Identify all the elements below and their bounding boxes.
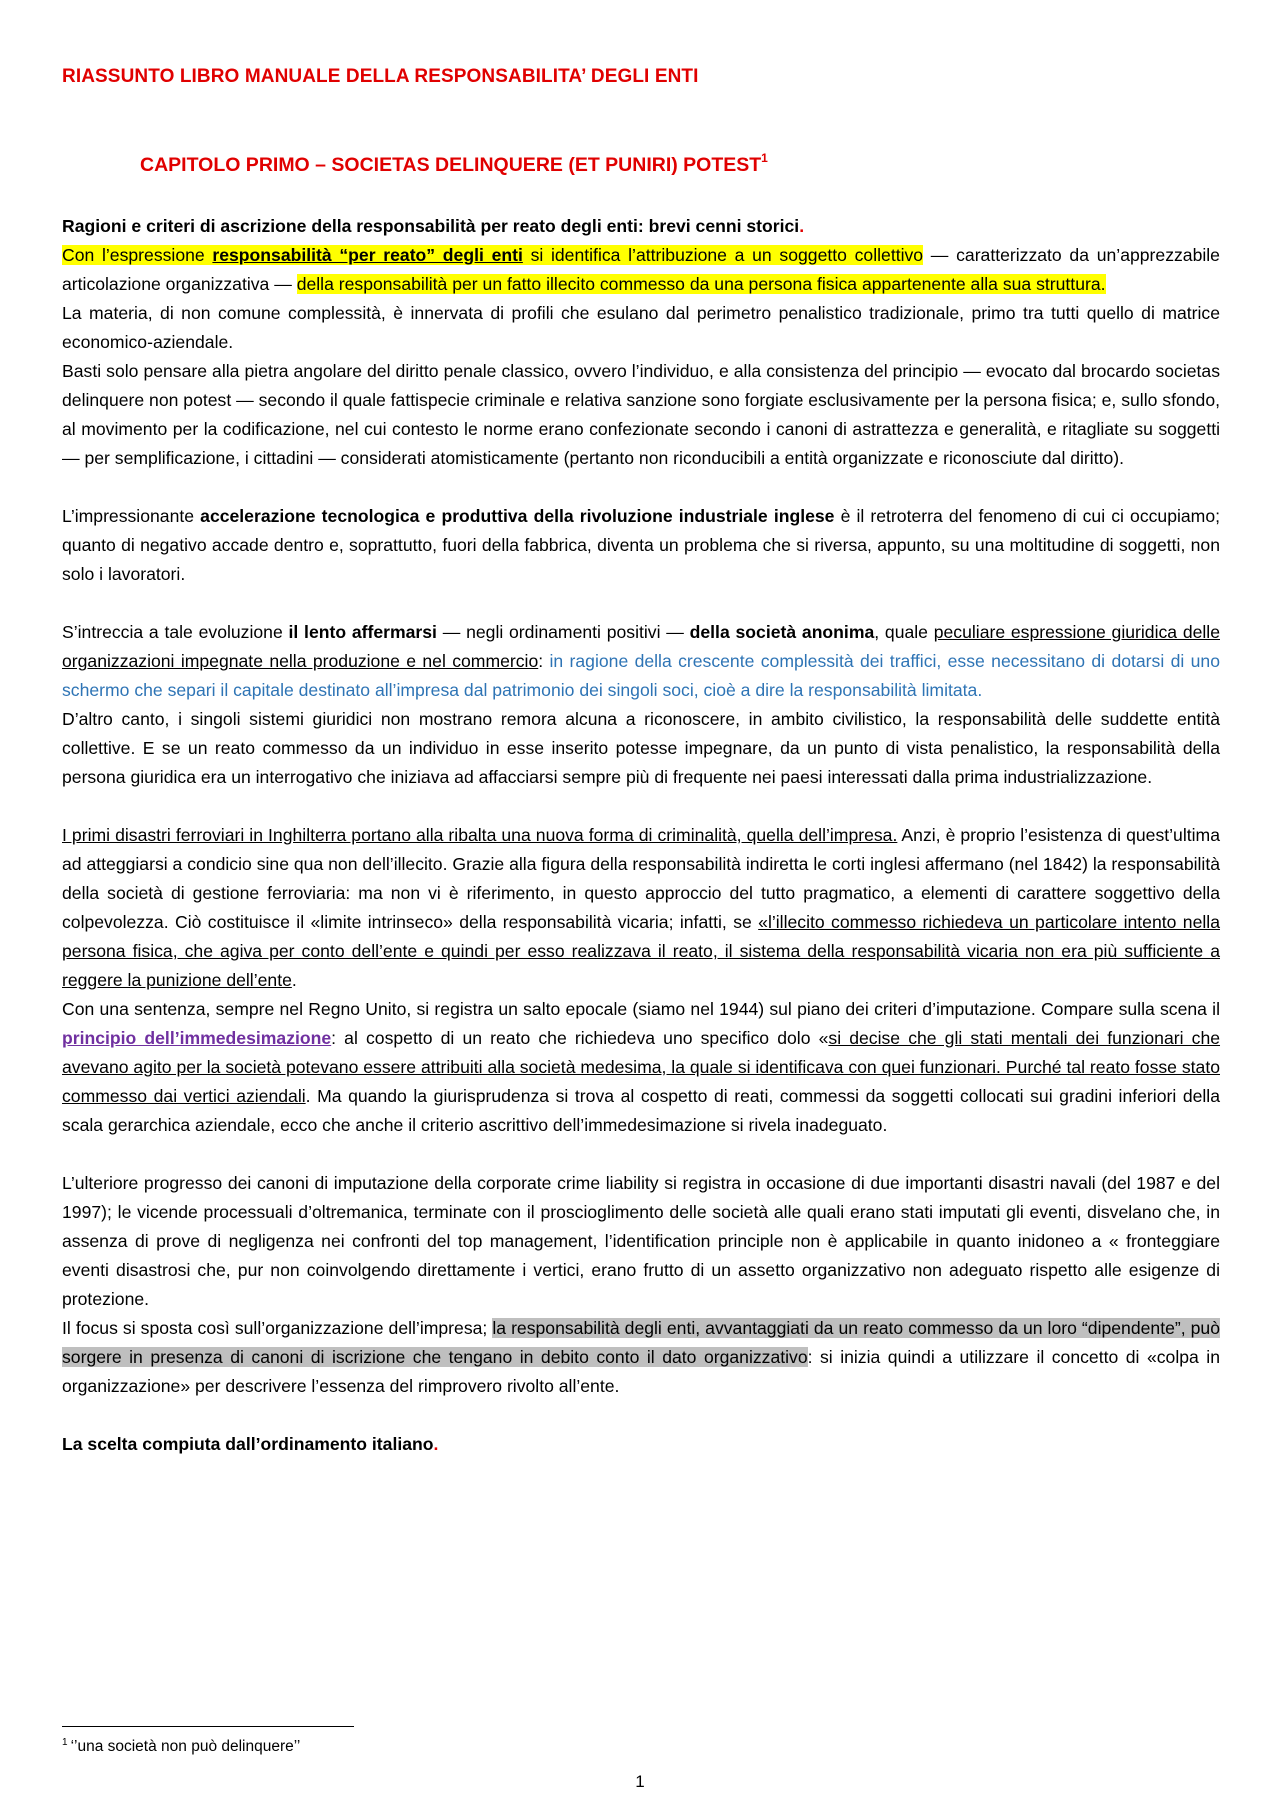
text-span: Il focus si sposta così sull’organizzazione dell’impresa; xyxy=(62,1318,493,1338)
underlined-text: I primi disastri ferroviari in Inghilterra portano alla ribalta una nuova forma di criminalità, quella dell’impresa. xyxy=(62,825,898,845)
underlined-text: peculiare espressione giuridica delle organizzazioni impegnate nella produzione e nel commercio xyxy=(62,622,1220,671)
underlined-quote: si decise che gli stati mentali dei funzionari che avevano agito per la società potevano essere attribuiti alla società medesima, la quale si identificava con quei funzionari. Purché tal reato fosse stato commesso dai vertici aziendali xyxy=(62,1028,1221,1106)
section-heading-end: . xyxy=(799,216,805,236)
paragraph-spacer xyxy=(62,1140,1220,1169)
paragraph-spacer xyxy=(62,1401,1220,1430)
text-span: L’impressionante xyxy=(62,506,201,526)
chapter-title-text: CAPITOLO PRIMO – SOCIETAS DELINQUERE (ET PUNIRI) POTEST xyxy=(140,154,762,176)
blue-text: in ragione della crescente complessità dei traffici, esse necessitano di dotarsi di uno schermo che separi il capitale destinato all’impresa dal patrimonio dei singoli soci, cioè a dire la responsabilità limitata. xyxy=(62,651,1220,700)
paragraph xyxy=(62,502,1220,589)
footnote-number: 1 xyxy=(62,1737,68,1748)
section-heading-text: Ragioni e criteri di ascrizione della responsabilità per reato degli enti: brevi cenni storici xyxy=(62,216,800,236)
paragraph: D’altro canto, i singoli sistemi giuridici non mostrano remora alcuna a riconoscere, in ambito civilistico, la responsabilità delle suddette entità collettive. E se un reato commesso da un individuo in esse inserito potesse impegnare, da un punto di vista penalistico, la responsabilità della persona giuridica era un interrogativo che iniziava ad affacciarsi sempre più di frequente nei paesi interessati dalla prima industrializzazione. xyxy=(62,709,1220,787)
text-span: — caratterizzato da un’apprezzabile articolazione organizzativa — xyxy=(62,245,1220,294)
chapter-title xyxy=(140,151,768,177)
paragraph-spacer xyxy=(62,792,1220,821)
text-span: S’intreccia a tale evoluzione xyxy=(62,622,289,642)
section-heading xyxy=(62,1430,1220,1459)
paragraph: La materia, di non comune complessità, è innervata di profili che esulano dal perimetro penalistico tradizionale, primo tra tutti quello di matrice economico-aziendale. xyxy=(62,303,1220,352)
text-span: : si inizia quindi a utilizzare il concetto di «colpa in organizzazione» per descrivere l’essenza del rimprovero rivolto all’ente. xyxy=(62,1347,1220,1396)
document-title: RIASSUNTO LIBRO MANUALE DELLA RESPONSABILITA’ DEGLI ENTI xyxy=(62,66,699,87)
text-span: : al cospetto di un reato che richiedeva uno specifico dolo « xyxy=(331,1028,829,1048)
key-term: responsabilità “per reato” degli enti xyxy=(212,245,523,265)
paragraph xyxy=(62,1314,1220,1401)
text-span: è il retroterra del fenomeno di cui ci occupiamo; quanto di negativo accade dentro e, soprattutto, fuori della fabbrica, diventa un problema che si riversa, appunto, su una moltitudine di soggetti, non solo i lavoratori. xyxy=(62,506,1221,584)
bold-text: della società anonima xyxy=(689,622,875,642)
text-span: : xyxy=(538,651,550,671)
footnote xyxy=(62,1737,300,1756)
section-heading xyxy=(62,212,1220,241)
section-heading-end: . xyxy=(433,1434,439,1454)
grey-highlighted-text: la responsabilità degli enti, avvantaggiati da un reato commesso da un loro “dipendente”, può sorgere in presenza di canoni di iscrizione che tengano in debito conto il dato organizzativo xyxy=(62,1318,1220,1367)
underlined-quote: «l’illecito commesso richiedeva un particolare intento nella persona fisica, che agiva per conto dell’ente e quindi per esso realizzava il reato, il sistema della responsabilità vicaria non era più sufficiente a reggere la punizione dell’ente xyxy=(62,912,1220,990)
bold-text: accelerazione tecnologica e produttiva della rivoluzione industriale inglese xyxy=(200,506,835,526)
section-heading-text: La scelta compiuta dall’ordinamento italiano xyxy=(62,1434,434,1454)
highlighted-text: Con l’espressione xyxy=(62,245,213,265)
paragraph-spacer xyxy=(62,589,1220,618)
footnote-text: ‘’una società non può delinquere’’ xyxy=(70,1738,301,1755)
paragraph: Basti solo pensare alla pietra angolare del diritto penale classico, ovvero l’individuo, e alla consistenza del principio — evocato dal brocardo societas delinquere non potest — secondo il quale fattispecie criminale e relativa sanzione sono forgiate esclusivamente per la persona fisica; e, sullo sfondo, al movimento per la codificazione, nel cui contesto le norme erano confezionate secondo i canoni di astrattezza e generalità, e ritagliate su soggetti — per semplificazione, i cittadini — considerati atomisticamente (pertanto non riconducibili a entità organizzate e riconosciute dal diritto). xyxy=(62,361,1220,468)
page-number: 1 xyxy=(635,1772,645,1791)
bold-text: il lento affermarsi xyxy=(288,622,437,642)
text-span: Con una sentenza, sempre nel Regno Unito, si registra un salto epocale (siamo nel 1944) sul piano dei criteri d’imputazione. Compare sulla scena il xyxy=(62,999,1220,1019)
text-span: . Ma quando la giurisprudenza si trova al cospetto di reati, commessi da soggetti collocati sui gradini inferiori della scala gerarchica aziendale, ecco che anche il criterio ascrittivo dell’immedesimazione si rivela inadeguato. xyxy=(62,1086,1220,1135)
text-span: Anzi, è proprio l’esistenza di quest’ultima ad atteggiarsi a condicio sine qua non dell’illecito. Grazie alla figura della responsabilità indiretta le corti inglesi affermano (nel 1842) la responsabilità della società di gestione ferroviaria: ma non vi è riferimento, in questo approccio del tutto pragmatico, a elementi di carattere soggettivo della colpevolezza. Ciò costituisce il «limite intrinseco» della responsabilità vicaria; infatti, se xyxy=(62,825,1220,932)
text-span: — negli ordinamenti positivi — xyxy=(436,622,690,642)
footnote-separator xyxy=(62,1726,354,1727)
footnote-reference[interactable]: 1 xyxy=(761,151,768,165)
text-span: . xyxy=(291,970,297,990)
principle-link[interactable]: principio dell’immedesimazione xyxy=(62,1028,332,1048)
paragraph-spacer xyxy=(62,473,1220,502)
paragraph xyxy=(62,618,1220,705)
text-span: , quale xyxy=(874,622,934,642)
paragraph-definition xyxy=(62,241,1220,299)
paragraph xyxy=(62,995,1220,1140)
paragraph xyxy=(62,821,1220,995)
document-body xyxy=(62,212,1220,1459)
highlighted-text: della responsabilità per un fatto illecito commesso da una persona fisica appartenente alla sua struttura. xyxy=(296,274,1106,294)
highlighted-text: si identifica l’attribuzione a un soggetto collettivo xyxy=(522,245,924,265)
paragraph: L’ulteriore progresso dei canoni di imputazione della corporate crime liability si registra in occasione di due importanti disastri navali (del 1987 e del 1997); le vicende processuali d’oltremanica, terminate con il proscioglimento delle società alle quali erano stati imputati gli eventi, disvelano che, in assenza di prove di negligenza nei confronti del top management, l’identification principle non è applicabile in quanto inidoneo a « fronteggiare eventi disastrosi che, pur non coinvolgendo direttamente i vertici, erano frutto di un assetto organizzativo non adeguato rispetto alle esigenze di protezione. xyxy=(62,1173,1220,1309)
